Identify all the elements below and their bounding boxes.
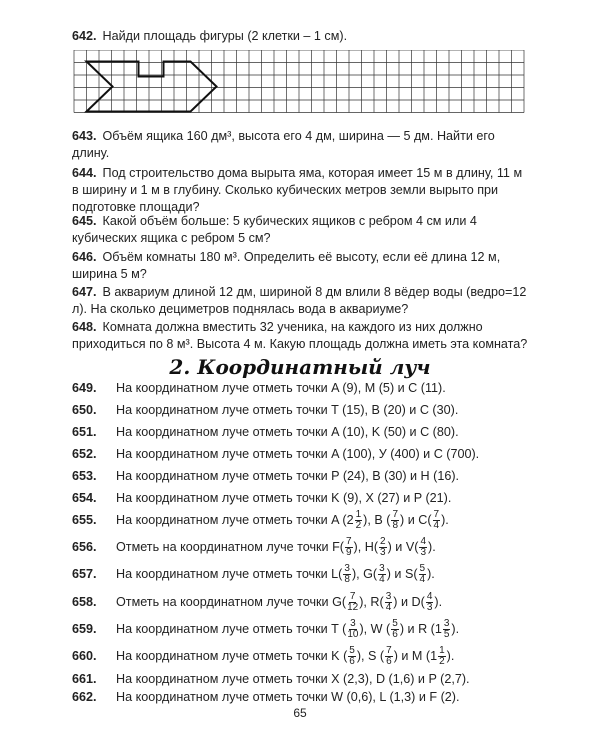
problem-text: Под строительство дома вырыта яма, которая имеет 15 м в длину, 11 м в ширину и 1 м в глубину. Сколько кубических метров земли вырыто при подготовке площади? [72,166,523,214]
denominator: 2 [439,655,445,667]
problem-647 [72,284,532,318]
problem-number: 661. [72,672,97,686]
problem-text: Объём ящика 160 дм³, высота его 4 дм, ширина — 5 дм. Найти его длину. [72,129,495,160]
problem-text: На координатном луче отметь точки P (24), B (30) и H (16). [116,469,460,483]
problem-653 [72,465,542,487]
point-b: W ( [370,622,391,636]
problem-number: 651. [72,425,97,439]
problem-number: 646. [72,250,97,264]
point-c-close: ). [428,540,436,554]
problem-text: На координатном луче отметь точки A (9), M (5) и C (11). [116,381,446,395]
point-a: L( [331,567,343,581]
denominator: 4 [419,573,426,585]
problem-number: 642. [72,29,97,43]
point-b: G( [363,567,378,581]
numerator: 7 [392,508,398,520]
numerator: 5 [392,617,398,629]
fraction-b [391,510,399,531]
problem-text: В аквариум длиной 12 дм, шириной 8 дм влили 8 вёдер воды (ведро=12 л). На сколько дециметров поднялась вода в аквариуме? [72,285,527,316]
point-a: A (2 [331,513,354,527]
fraction-b [385,646,393,667]
problem-text: На координатном луче отметь точки A (100), У (400) и C (700). [116,447,480,461]
problem-652 [72,443,542,465]
problem-649 [72,377,542,399]
numerator: 3 [379,562,385,574]
point-b: S ( [368,649,385,663]
problem-number: 645. [72,214,97,228]
point-a-close: ), [356,649,365,663]
problem-651 [72,421,542,443]
shaded-figure [87,62,217,112]
fraction-b [378,564,386,585]
fraction-c [426,592,434,613]
problem-number: 649. [72,381,97,395]
point-a: G( [332,595,347,609]
problem-658 [72,589,542,615]
fraction-a [347,619,358,640]
numerator: 7 [386,644,392,656]
problem-659 [72,616,542,642]
problem-656 [72,534,542,560]
point-c-close: ). [427,567,435,581]
problem-654 [72,487,542,509]
point-b: B ( [374,513,391,527]
fraction-b [391,619,399,640]
problem-number: 657. [72,567,97,581]
problem-657 [72,561,542,587]
numerator: 5 [349,644,355,656]
problem-text: На координатном луче отметь точки K (9), X (27) и P (21). [116,491,452,505]
denominator: 4 [385,601,392,613]
denominator: 4 [379,573,385,585]
problem-655 [72,507,542,533]
fraction-a [355,510,363,531]
point-c: D( [411,595,425,609]
denominator: 12 [347,601,359,613]
denominator: 8 [392,519,398,531]
problem-number: 652. [72,447,97,461]
problem-text: На координатном луче отметь точки W (0,6), L (1,3) и F (2). [116,690,460,704]
point-b: H( [364,540,379,554]
point-a-close: ), [359,622,368,636]
denominator: 10 [347,628,359,640]
fraction-c [419,537,427,558]
denominator: 3 [420,546,426,558]
problem-645 [72,213,532,247]
problem-text: Найди площадь фигуры (2 клетки – 1 см). [102,29,348,43]
numerator: 7 [349,590,356,602]
point-c-close: ). [434,595,443,609]
numerator: 3 [385,590,392,602]
problem-643 [72,128,532,162]
denominator: 3 [380,546,386,558]
problem-number: 659. [72,622,97,636]
point-b-close: ) и [399,622,415,636]
page-number: 65 [293,706,307,720]
section-title: 2. Координатный луч [169,355,431,379]
point-b-close: ) и [386,567,402,581]
point-c: C( [418,513,432,527]
fraction-c [433,510,441,531]
problem-number: 654. [72,491,97,505]
point-b-close: ) и [400,513,415,527]
numerator: 7 [433,508,440,520]
point-b-close: ) и [387,540,403,554]
point-c: S( [404,567,418,581]
problem-648 [72,319,532,353]
point-c-close: ). [451,622,460,636]
problem-662 [72,686,542,708]
point-c: M (1 [411,649,438,663]
numerator: 7 [345,535,352,547]
problem-text: На координатном луче отметь точки T (15), B (20) и C (30). [116,403,459,417]
fraction-b [385,592,393,613]
problem-text: Комната должна вместить 32 ученика, на каждого из них должно приходиться по 8 м³. Высота 4 м. Какую площадь должна иметь эта комната? [72,320,528,351]
point-b: R( [370,595,384,609]
point-a: K ( [331,649,348,663]
numerator: 2 [380,535,386,547]
numerator: 1 [439,644,445,656]
fraction-c [438,646,446,667]
fraction-a [347,592,358,613]
denominator: 4 [433,519,440,531]
problem-number: 658. [72,595,97,609]
point-a-close: ), [363,513,371,527]
point-a: F( [332,540,344,554]
fraction-a [343,564,351,585]
problem-lead: На координатном луче отметь точки [116,513,328,527]
problem-number: 644. [72,166,97,180]
denominator: 2 [355,519,362,531]
fraction-c [419,564,427,585]
problem-660 [72,643,542,669]
problem-lead: На координатном луче отметь точки [116,567,328,581]
point-c-close: ). [441,513,449,527]
point-a: T ( [331,622,347,636]
numerator: 3 [344,562,350,574]
point-b-close: ) и [393,595,409,609]
fraction-a [345,537,353,558]
denominator: 9 [345,546,352,558]
denominator: 8 [344,573,350,585]
point-a-close: ), [351,567,360,581]
problem-text: Какой объём больше: 5 кубических ящиков с ребром 4 см или 4 кубических ящика с ребром 5 см? [72,214,477,245]
denominator: 5 [443,628,450,640]
point-c: V( [405,540,419,554]
problem-number: 648. [72,320,97,334]
problem-number: 653. [72,469,97,483]
problem-text: На координатном луче отметь точки A (10), K (50) и C (80). [116,425,459,439]
problem-642 [72,28,532,45]
problem-number: 656. [72,540,97,554]
point-b-close: ) и [393,649,409,663]
problem-number: 660. [72,649,97,663]
numerator: 4 [426,590,433,602]
fraction-a [348,646,356,667]
point-a-close: ), [359,595,367,609]
problem-lead: Отметь на координатном луче точки [116,540,329,554]
numerator: 3 [350,617,356,629]
grid-figure [72,50,530,117]
point-c-close: ). [446,649,455,663]
numerator: 5 [419,562,426,574]
problem-650 [72,399,542,421]
problem-number: 643. [72,129,97,143]
numerator: 3 [443,617,450,629]
numerator: 4 [420,535,426,547]
problem-644 [72,165,532,216]
grid-lines [74,50,524,113]
problem-number: 650. [72,403,97,417]
numerator: 1 [355,508,362,520]
denominator: 6 [349,655,355,667]
problem-text: На координатном луче отметь точки X (2,3), D (1,6) и P (2,7). [116,672,470,686]
fraction-c [443,619,451,640]
problem-number: 647. [72,285,97,299]
denominator: 3 [426,601,433,613]
problem-number: 655. [72,513,97,527]
point-a-close: ), [353,540,362,554]
problem-646 [72,249,532,283]
fraction-b [379,537,387,558]
problem-lead: Отметь на координатном луче точки [116,595,329,609]
problem-lead: На координатном луче отметь точки [116,622,328,636]
denominator: 6 [392,628,398,640]
problem-number: 662. [72,690,97,704]
point-c: R (1 [418,622,442,636]
problem-lead: На координатном луче отметь точки [116,649,328,663]
problem-text: Объём комнаты 180 м³. Определить её высоту, если её длина 12 м, ширина 5 м? [72,250,501,281]
denominator: 6 [386,655,392,667]
